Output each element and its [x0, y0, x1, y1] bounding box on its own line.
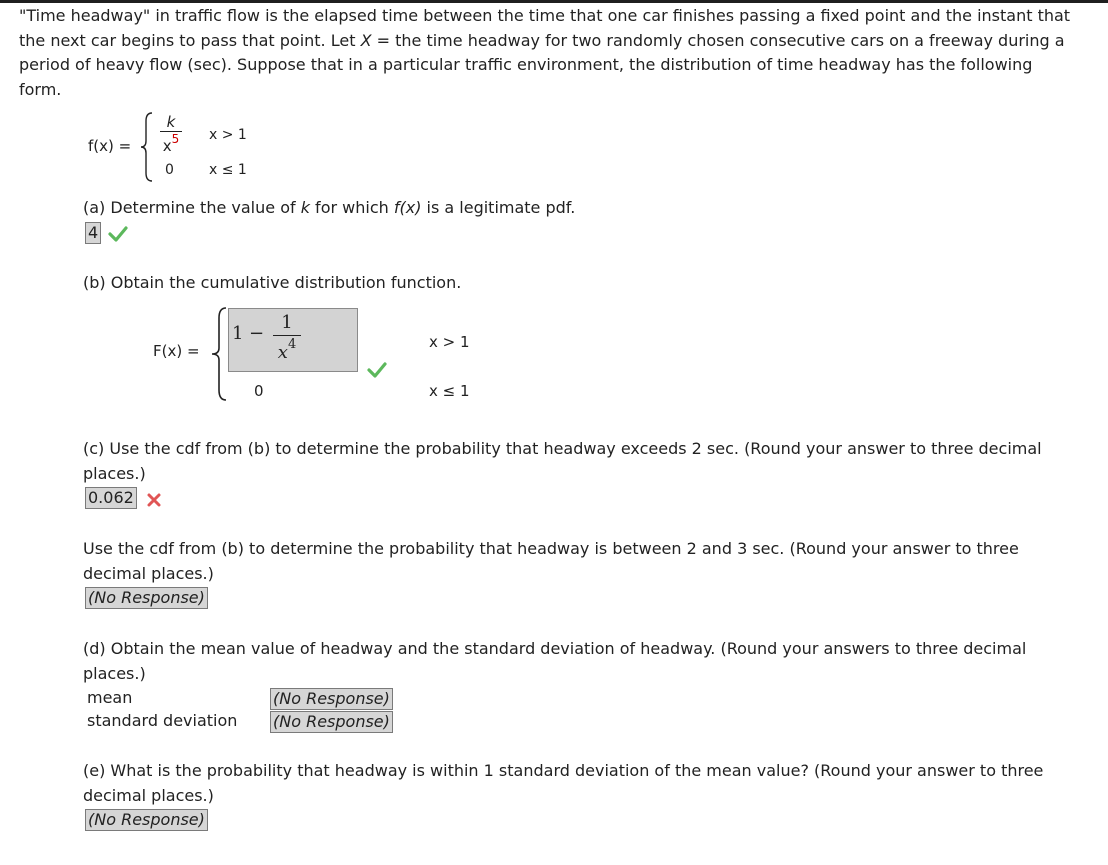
cdf-condition-2: x ≤ 1 [429, 382, 470, 400]
cdf-condition-1: x > 1 [429, 333, 470, 351]
cdf-brace [210, 306, 228, 402]
cdf-one: 1 [232, 323, 244, 344]
sd-answer[interactable]: (No Response) [270, 711, 393, 733]
part-c2-answer[interactable]: (No Response) [85, 587, 208, 609]
pdf-numerator: k [166, 113, 176, 131]
part-a-fx: f(x) [393, 198, 422, 217]
pdf-zero: 0 [165, 162, 174, 178]
cdf-exponent: 4 [287, 337, 297, 352]
part-c-question: (c) Use the cdf from (b) to determine the probability that headway exceeds 2 sec. (Round your answer to three decimal places.) [83, 439, 1042, 483]
part-e-answer[interactable]: (No Response) [85, 809, 208, 831]
part-a-question [83, 195, 1073, 220]
intro-text-2: = the time headway for two randomly chosen consecutive cars on a freeway during a period of heavy flow (sec). Suppose that in a particular traffic environment, the distribution of time headway has the following form. [19, 30, 1065, 100]
part-b-question: (b) Obtain the cumulative distribution function. [83, 273, 462, 292]
pdf-condition-1: x > 1 [209, 127, 247, 143]
pdf-fraction [160, 114, 182, 154]
pdf-label: f(x) = [88, 137, 132, 155]
part-a-text-3: is a legitimate pdf. [421, 198, 576, 217]
cdf-minus: − [249, 323, 265, 344]
pdf-exponent: 5 [171, 132, 180, 146]
cdf-numerator: 1 [281, 312, 293, 333]
problem-intro [19, 4, 1079, 103]
pdf-brace [140, 111, 154, 183]
check-icon [367, 362, 387, 378]
cross-icon [146, 492, 162, 508]
intro-text-1: "Time headway" in traffic flow is the elapsed time between the time that one car finishes passing a fixed point and the instant that the next car begins to pass that point. Let [19, 6, 1071, 50]
cdf-label: F(x) = [153, 342, 200, 360]
part-a-text-1: (a) Determine the value of [83, 198, 301, 217]
cdf-fraction-bar [273, 335, 301, 336]
top-border [0, 0, 1108, 3]
pdf-denominator [160, 133, 182, 154]
cdf-den-var: x [277, 342, 288, 363]
part-a-k: k [300, 198, 310, 217]
part-a-text-2: for which [309, 198, 394, 217]
part-d-question: (d) Obtain the mean value of headway and the standard deviation of headway. (Round your answers to three decimal places.) [83, 639, 1027, 683]
mean-answer[interactable]: (No Response) [270, 688, 393, 710]
part-c2-question: Use the cdf from (b) to determine the probability that headway is between 2 and 3 sec. (Round your answer to three decimal places.) [83, 539, 1019, 583]
cdf-answer-box[interactable] [228, 308, 358, 372]
cdf-zero: 0 [254, 382, 264, 400]
cdf-fraction [273, 313, 301, 363]
cdf-denominator [273, 338, 301, 363]
pdf-den-var: x [162, 137, 172, 155]
check-icon [108, 226, 128, 242]
mean-label: mean [87, 688, 133, 707]
sd-label: standard deviation [87, 711, 238, 730]
intro-variable: X [360, 30, 372, 50]
pdf-condition-2: x ≤ 1 [209, 162, 247, 178]
part-e-question: (e) What is the probability that headway is within 1 standard deviation of the mean value? (Round your answer to three decimal places.) [83, 761, 1044, 805]
part-c-answer[interactable]: 0.062 [85, 487, 137, 509]
part-a-answer[interactable]: 4 [85, 222, 101, 244]
